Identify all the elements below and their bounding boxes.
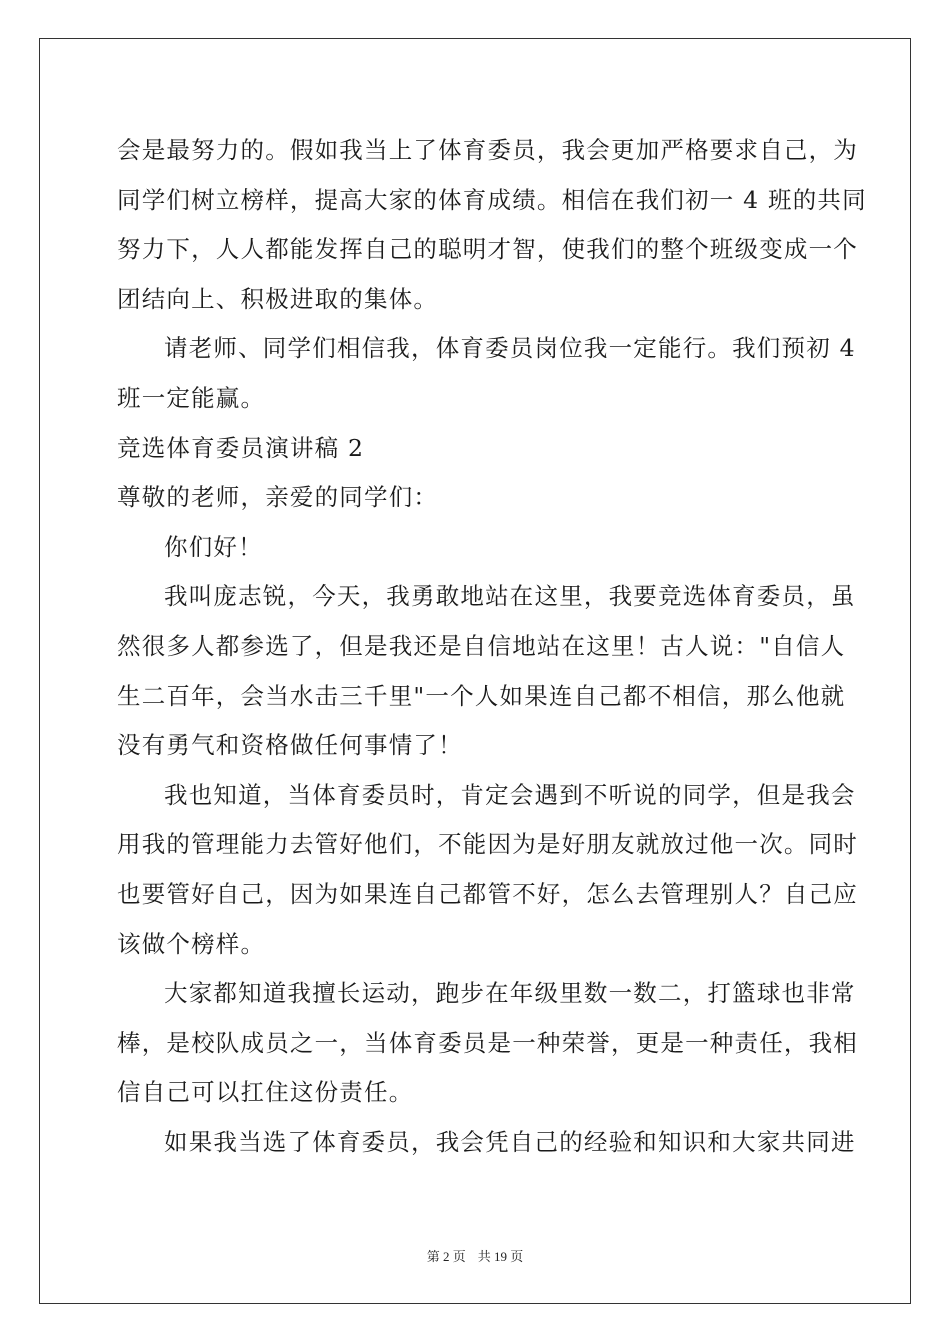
text-line: 没有勇气和资格做任何事情了！ [117, 731, 463, 760]
text-line: 然很多人都参选了，但是我还是自信地站在这里！古人说："自信人 [117, 631, 846, 660]
text-line: 也要管好自己，因为如果连自己都管不好，怎么去管理别人？自己应 [117, 879, 858, 908]
text-line: 生二百年，会当水击三千里"一个人如果连自己都不相信，那么他就 [117, 681, 846, 710]
text-line: 我也知道，当体育委员时，肯定会遇到不听说的同学，但是我会 [164, 780, 856, 809]
text-line: 努力下，人人都能发挥自己的聪明才智，使我们的整个班级变成一个 [117, 235, 858, 264]
section-heading: 竞选体育委员演讲稿 2 [117, 433, 365, 462]
text-line: 请老师、同学们相信我，体育委员岗位我一定能行。我们预初 4 [164, 334, 856, 363]
text-line: 用我的管理能力去管好他们，不能因为是好朋友就放过他一次。同时 [117, 830, 858, 859]
text-line: 大家都知道我擅长运动，跑步在年级里数一数二，打篮球也非常 [164, 979, 856, 1008]
text-line: 我叫庞志锐，今天，我勇敢地站在这里，我要竞选体育委员，虽 [164, 582, 856, 611]
text-line: 棒，是校队成员之一，当体育委员是一种荣誉，更是一种责任，我相 [117, 1028, 858, 1057]
page-footer [0, 1246, 950, 1265]
text-line: 团结向上、积极进取的集体。 [117, 284, 439, 313]
text-line: 同学们树立榜样，提高大家的体育成绩。相信在我们初一 4 班的共同 [117, 185, 867, 214]
greeting: 你们好！ [164, 532, 263, 561]
text-line: 会是最努力的。假如我当上了体育委员，我会更加严格要求自己，为 [117, 136, 858, 164]
text-line: 该做个榜样。 [117, 929, 266, 958]
text-line: 班一定能赢。 [117, 383, 266, 412]
page-number: 第 2 页 [426, 1249, 466, 1264]
document-body [117, 126, 867, 1167]
text-line: 如果我当选了体育委员，我会凭自己的经验和知识和大家共同进 [164, 1127, 856, 1156]
text-line: 信自己可以扛住这份责任。 [117, 1078, 414, 1107]
page-total: 共 19 页 [477, 1249, 524, 1264]
salutation: 尊敬的老师，亲爱的同学们： [117, 483, 439, 512]
